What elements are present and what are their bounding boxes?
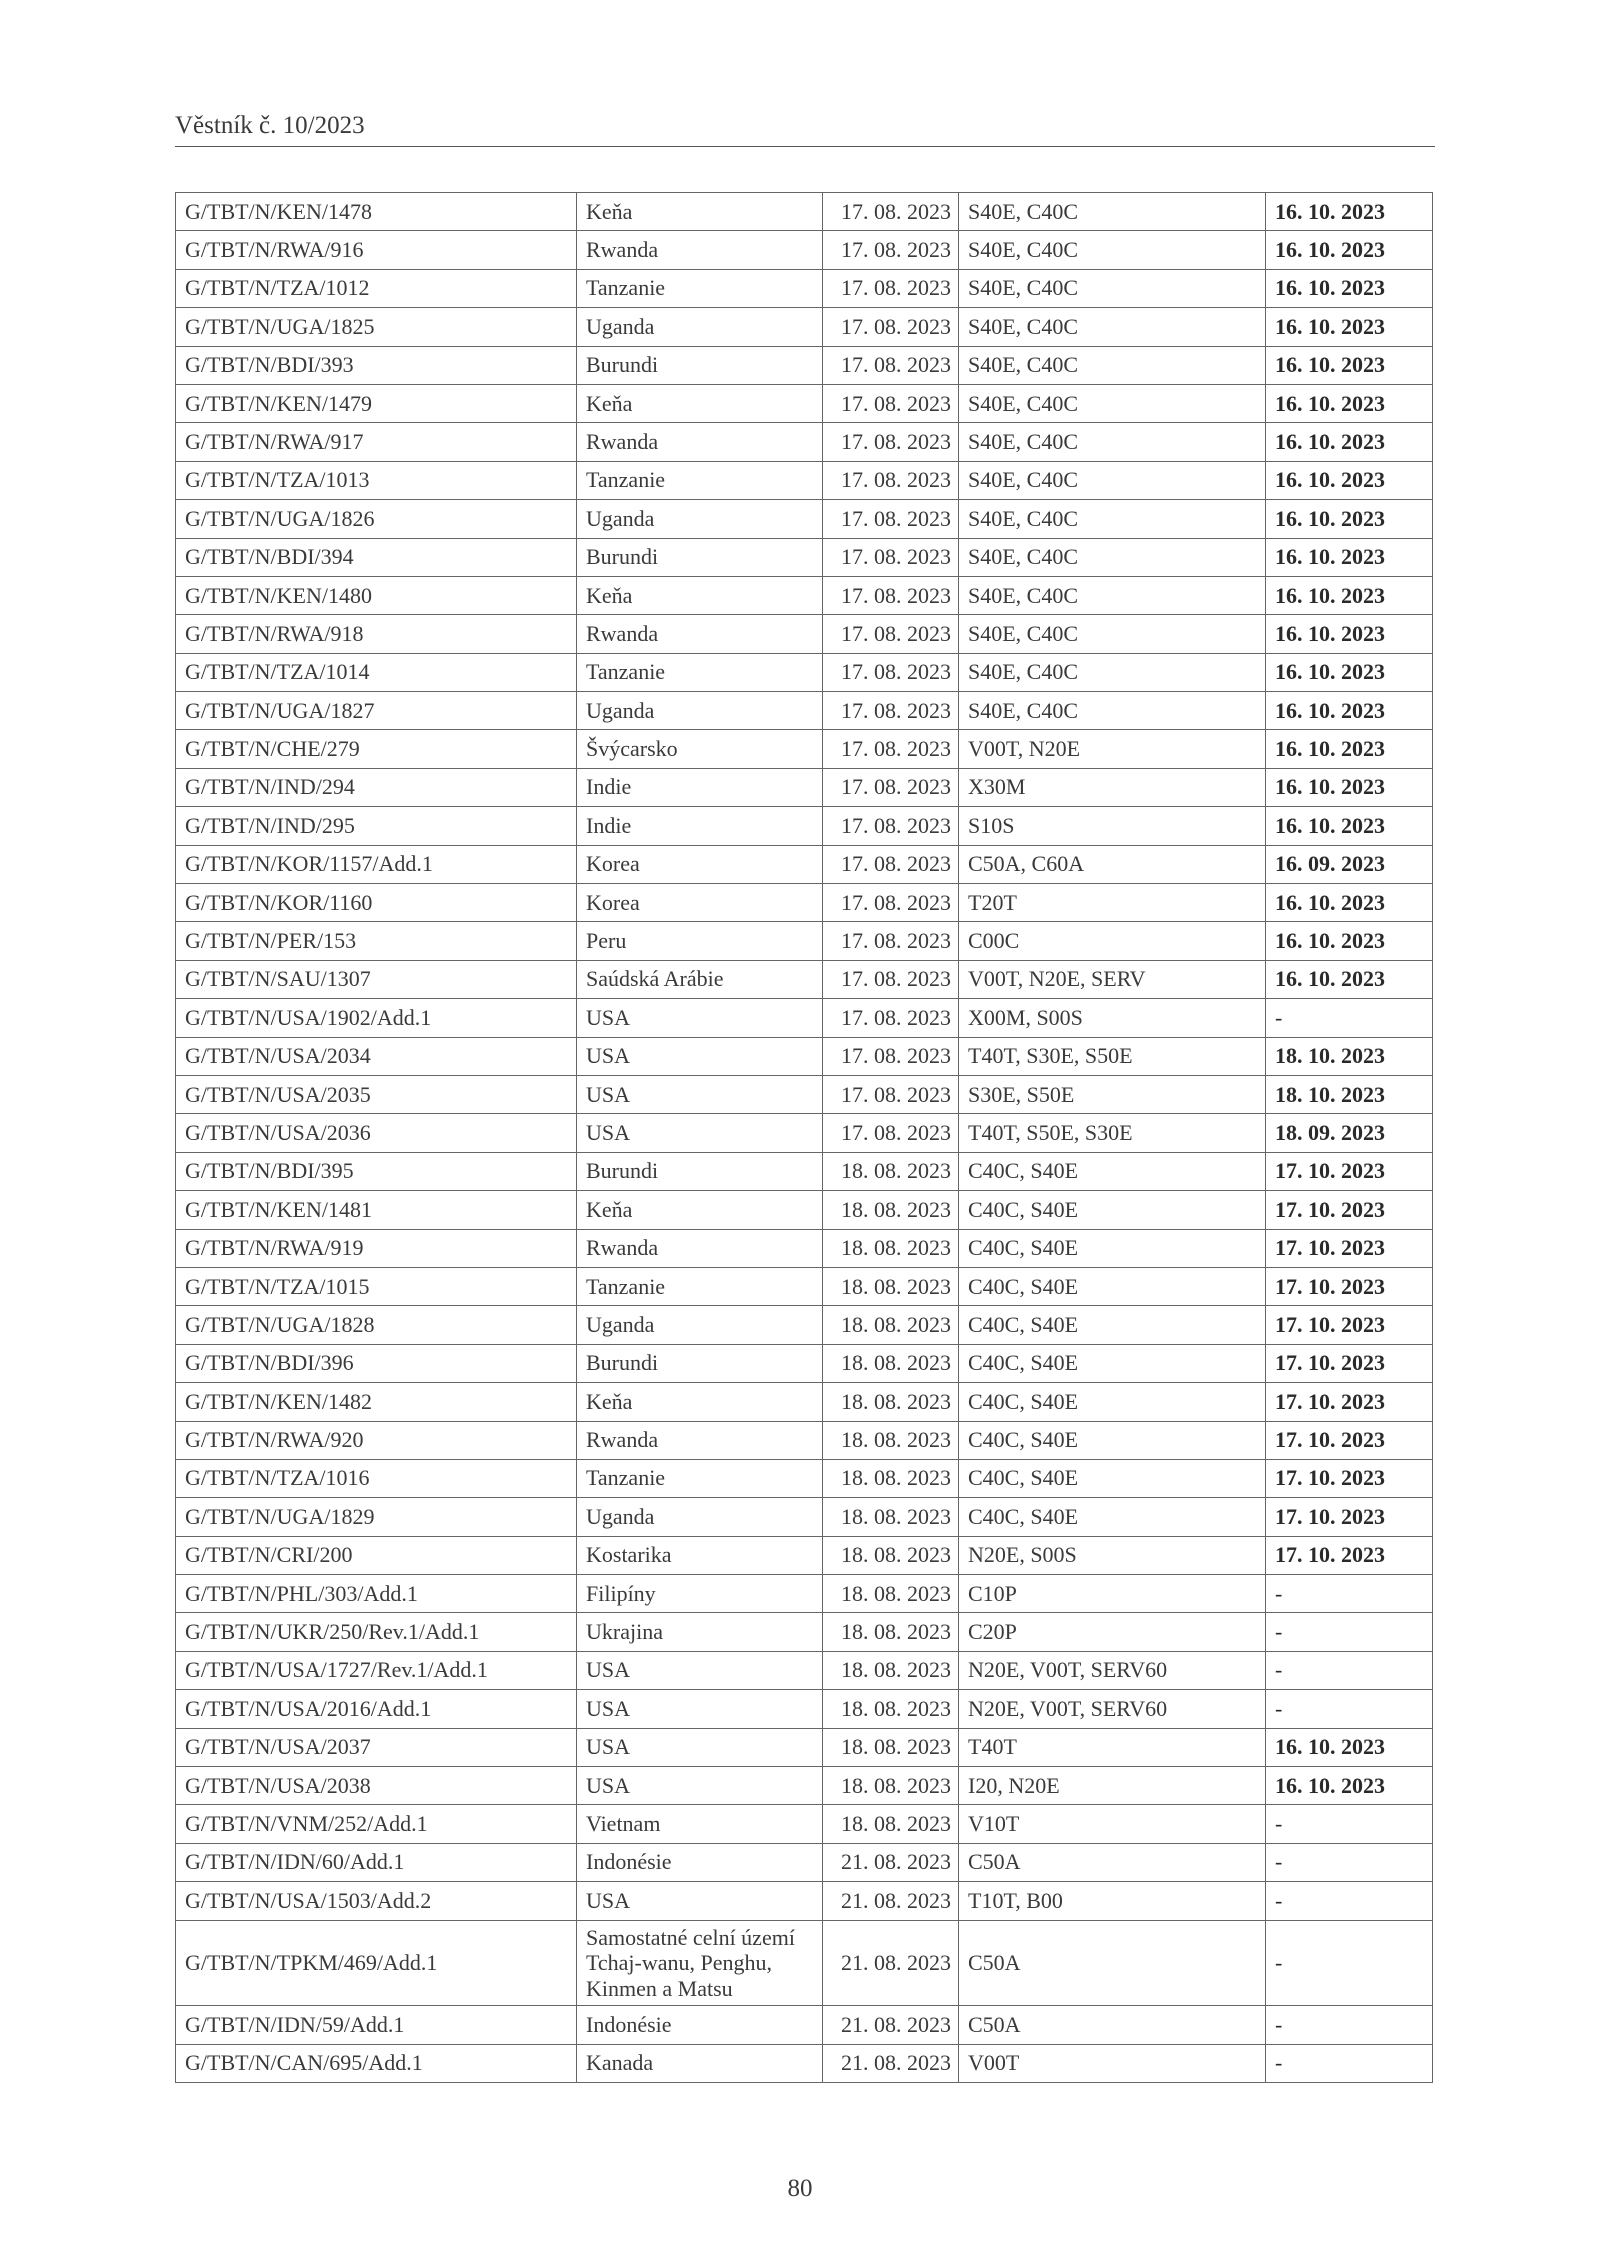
notification-id-cell: G/TBT/N/TZA/1015 (176, 1267, 577, 1305)
table-row (176, 461, 1433, 499)
table-row (176, 1767, 1433, 1805)
table-row (176, 1690, 1433, 1728)
deadline-cell: - (1266, 1882, 1433, 1920)
notification-id-cell: G/TBT/N/BDI/393 (176, 346, 577, 384)
notification-id-cell: G/TBT/N/TPKM/469/Add.1 (176, 1920, 577, 2006)
notification-id-cell: G/TBT/N/UGA/1827 (176, 692, 577, 730)
deadline-cell: 16. 10. 2023 (1266, 1767, 1433, 1805)
product-codes-cell: C40C, S40E (959, 1459, 1266, 1497)
table-row (176, 1229, 1433, 1267)
notification-id-cell: G/TBT/N/KOR/1157/Add.1 (176, 845, 577, 883)
country-cell: Samostatné celní území Tchaj-wanu, Penghu, Kinmen a Matsu (577, 1920, 823, 2006)
deadline-cell: 16. 10. 2023 (1266, 615, 1433, 653)
country-cell: Keňa (577, 384, 823, 422)
country-cell: USA (577, 1037, 823, 1075)
notification-id-cell: G/TBT/N/PER/153 (176, 922, 577, 960)
country-cell: USA (577, 1767, 823, 1805)
notification-id-cell: G/TBT/N/KEN/1481 (176, 1191, 577, 1229)
product-codes-cell: T10T, B00 (959, 1882, 1266, 1920)
product-codes-cell: C40C, S40E (959, 1498, 1266, 1536)
date-cell: 17. 08. 2023 (823, 999, 959, 1037)
deadline-cell: 17. 10. 2023 (1266, 1306, 1433, 1344)
product-codes-cell: S40E, C40C (959, 346, 1266, 384)
table-row (176, 768, 1433, 806)
table-row (176, 884, 1433, 922)
date-cell: 17. 08. 2023 (823, 193, 959, 231)
table-row (176, 1882, 1433, 1920)
table-row (176, 730, 1433, 768)
notification-id-cell: G/TBT/N/USA/1503/Add.2 (176, 1882, 577, 1920)
deadline-cell: 17. 10. 2023 (1266, 1344, 1433, 1382)
product-codes-cell: S40E, C40C (959, 308, 1266, 346)
product-codes-cell: S40E, C40C (959, 423, 1266, 461)
header-rule (175, 146, 1435, 147)
table-row (176, 308, 1433, 346)
product-codes-cell: S40E, C40C (959, 538, 1266, 576)
product-codes-cell: I20, N20E (959, 1767, 1266, 1805)
date-cell: 17. 08. 2023 (823, 692, 959, 730)
country-cell: Tanzanie (577, 1267, 823, 1305)
country-cell: Indonésie (577, 2006, 823, 2044)
table-row (176, 538, 1433, 576)
product-codes-cell: C40C, S40E (959, 1383, 1266, 1421)
country-cell: Indie (577, 807, 823, 845)
product-codes-cell: T40T (959, 1728, 1266, 1766)
deadline-cell: 17. 10. 2023 (1266, 1191, 1433, 1229)
table-row (176, 1805, 1433, 1843)
deadline-cell: 17. 10. 2023 (1266, 1383, 1433, 1421)
country-cell: USA (577, 1728, 823, 1766)
table-row (176, 384, 1433, 422)
deadline-cell: 17. 10. 2023 (1266, 1152, 1433, 1190)
product-codes-cell: C40C, S40E (959, 1229, 1266, 1267)
table-body (176, 193, 1433, 2083)
deadline-cell: 16. 10. 2023 (1266, 884, 1433, 922)
notification-id-cell: G/TBT/N/BDI/395 (176, 1152, 577, 1190)
table-row (176, 1498, 1433, 1536)
deadline-cell: - (1266, 2006, 1433, 2044)
product-codes-cell: V00T (959, 2044, 1266, 2082)
notification-id-cell: G/TBT/N/CRI/200 (176, 1536, 577, 1574)
table-row (176, 1267, 1433, 1305)
product-codes-cell: S40E, C40C (959, 653, 1266, 691)
product-codes-cell: T40T, S30E, S50E (959, 1037, 1266, 1075)
deadline-cell: 16. 10. 2023 (1266, 1728, 1433, 1766)
product-codes-cell: C50A (959, 1843, 1266, 1881)
country-cell: Tanzanie (577, 1459, 823, 1497)
product-codes-cell: C10P (959, 1575, 1266, 1613)
country-cell: Keňa (577, 576, 823, 614)
date-cell: 18. 08. 2023 (823, 1459, 959, 1497)
country-cell: Uganda (577, 500, 823, 538)
country-cell: Burundi (577, 346, 823, 384)
country-cell: Uganda (577, 1306, 823, 1344)
date-cell: 18. 08. 2023 (823, 1383, 959, 1421)
table-row (176, 1383, 1433, 1421)
notification-id-cell: G/TBT/N/UKR/250/Rev.1/Add.1 (176, 1613, 577, 1651)
country-cell: Švýcarsko (577, 730, 823, 768)
product-codes-cell: N20E, S00S (959, 1536, 1266, 1574)
notification-id-cell: G/TBT/N/VNM/252/Add.1 (176, 1805, 577, 1843)
country-cell: Burundi (577, 538, 823, 576)
deadline-cell: 16. 10. 2023 (1266, 423, 1433, 461)
notification-id-cell: G/TBT/N/KEN/1480 (176, 576, 577, 614)
country-cell: Filipíny (577, 1575, 823, 1613)
country-cell: Saúdská Arábie (577, 960, 823, 998)
notification-id-cell: G/TBT/N/BDI/394 (176, 538, 577, 576)
table-row (176, 692, 1433, 730)
date-cell: 18. 08. 2023 (823, 1267, 959, 1305)
deadline-cell: 17. 10. 2023 (1266, 1229, 1433, 1267)
date-cell: 17. 08. 2023 (823, 346, 959, 384)
notification-id-cell: G/TBT/N/IDN/59/Add.1 (176, 2006, 577, 2044)
deadline-cell: 17. 10. 2023 (1266, 1536, 1433, 1574)
notification-id-cell: G/TBT/N/USA/1727/Rev.1/Add.1 (176, 1651, 577, 1689)
product-codes-cell: V10T (959, 1805, 1266, 1843)
notification-id-cell: G/TBT/N/USA/2038 (176, 1767, 577, 1805)
country-cell: Rwanda (577, 615, 823, 653)
deadline-cell: 16. 10. 2023 (1266, 231, 1433, 269)
deadline-cell: 16. 10. 2023 (1266, 384, 1433, 422)
table-row (176, 1843, 1433, 1881)
date-cell: 17. 08. 2023 (823, 922, 959, 960)
table-row (176, 2006, 1433, 2044)
date-cell: 18. 08. 2023 (823, 1613, 959, 1651)
notification-id-cell: G/TBT/N/KOR/1160 (176, 884, 577, 922)
date-cell: 18. 08. 2023 (823, 1728, 959, 1766)
date-cell: 21. 08. 2023 (823, 1843, 959, 1881)
deadline-cell: - (1266, 1651, 1433, 1689)
table-row (176, 1344, 1433, 1382)
country-cell: USA (577, 1075, 823, 1113)
country-cell: USA (577, 999, 823, 1037)
table-row (176, 193, 1433, 231)
country-cell: Uganda (577, 308, 823, 346)
date-cell: 17. 08. 2023 (823, 384, 959, 422)
date-cell: 17. 08. 2023 (823, 461, 959, 499)
product-codes-cell: X30M (959, 768, 1266, 806)
deadline-cell: 16. 10. 2023 (1266, 768, 1433, 806)
table-row (176, 1114, 1433, 1152)
product-codes-cell: S40E, C40C (959, 461, 1266, 499)
date-cell: 18. 08. 2023 (823, 1690, 959, 1728)
country-cell: Keňa (577, 1383, 823, 1421)
date-cell: 17. 08. 2023 (823, 538, 959, 576)
product-codes-cell: S10S (959, 807, 1266, 845)
deadline-cell: - (1266, 1805, 1433, 1843)
deadline-cell: - (1266, 1690, 1433, 1728)
notification-id-cell: G/TBT/N/IND/294 (176, 768, 577, 806)
deadline-cell: 16. 10. 2023 (1266, 461, 1433, 499)
product-codes-cell: T20T (959, 884, 1266, 922)
date-cell: 18. 08. 2023 (823, 1575, 959, 1613)
country-cell: Kanada (577, 2044, 823, 2082)
country-cell: Peru (577, 922, 823, 960)
date-cell: 18. 08. 2023 (823, 1229, 959, 1267)
deadline-cell: 16. 10. 2023 (1266, 500, 1433, 538)
deadline-cell: 18. 09. 2023 (1266, 1114, 1433, 1152)
notification-id-cell: G/TBT/N/IND/295 (176, 807, 577, 845)
table-row (176, 845, 1433, 883)
date-cell: 17. 08. 2023 (823, 1114, 959, 1152)
country-cell: Burundi (577, 1344, 823, 1382)
notifications-table (175, 192, 1433, 2083)
table-row (176, 576, 1433, 614)
country-cell: USA (577, 1690, 823, 1728)
notification-id-cell: G/TBT/N/USA/2035 (176, 1075, 577, 1113)
deadline-cell: 16. 10. 2023 (1266, 576, 1433, 614)
date-cell: 21. 08. 2023 (823, 2044, 959, 2082)
product-codes-cell: N20E, V00T, SERV60 (959, 1651, 1266, 1689)
date-cell: 17. 08. 2023 (823, 960, 959, 998)
notification-id-cell: G/TBT/N/USA/2034 (176, 1037, 577, 1075)
deadline-cell: - (1266, 999, 1433, 1037)
table-row (176, 653, 1433, 691)
notification-id-cell: G/TBT/N/RWA/919 (176, 1229, 577, 1267)
date-cell: 18. 08. 2023 (823, 1152, 959, 1190)
deadline-cell: 17. 10. 2023 (1266, 1498, 1433, 1536)
date-cell: 21. 08. 2023 (823, 2006, 959, 2044)
table-row (176, 960, 1433, 998)
table-row (176, 231, 1433, 269)
table-row (176, 1191, 1433, 1229)
notification-id-cell: G/TBT/N/TZA/1012 (176, 269, 577, 307)
notification-id-cell: G/TBT/N/UGA/1828 (176, 1306, 577, 1344)
product-codes-cell: S30E, S50E (959, 1075, 1266, 1113)
notification-id-cell: G/TBT/N/TZA/1014 (176, 653, 577, 691)
product-codes-cell: S40E, C40C (959, 231, 1266, 269)
table-row (176, 346, 1433, 384)
deadline-cell: 17. 10. 2023 (1266, 1459, 1433, 1497)
date-cell: 17. 08. 2023 (823, 231, 959, 269)
product-codes-cell: V00T, N20E, SERV (959, 960, 1266, 998)
deadline-cell: 16. 10. 2023 (1266, 730, 1433, 768)
country-cell: Vietnam (577, 1805, 823, 1843)
country-cell: Keňa (577, 193, 823, 231)
product-codes-cell: S40E, C40C (959, 269, 1266, 307)
notification-id-cell: G/TBT/N/IDN/60/Add.1 (176, 1843, 577, 1881)
notification-id-cell: G/TBT/N/CHE/279 (176, 730, 577, 768)
table-row (176, 1728, 1433, 1766)
notification-id-cell: G/TBT/N/KEN/1479 (176, 384, 577, 422)
deadline-cell: - (1266, 2044, 1433, 2082)
country-cell: Rwanda (577, 423, 823, 461)
deadline-cell: 16. 10. 2023 (1266, 807, 1433, 845)
date-cell: 17. 08. 2023 (823, 423, 959, 461)
table-row (176, 1075, 1433, 1113)
table-row (176, 2044, 1433, 2082)
product-codes-cell: S40E, C40C (959, 193, 1266, 231)
country-cell: Keňa (577, 1191, 823, 1229)
product-codes-cell: N20E, V00T, SERV60 (959, 1690, 1266, 1728)
product-codes-cell: V00T, N20E (959, 730, 1266, 768)
date-cell: 18. 08. 2023 (823, 1421, 959, 1459)
product-codes-cell: X00M, S00S (959, 999, 1266, 1037)
product-codes-cell: S40E, C40C (959, 500, 1266, 538)
notification-id-cell: G/TBT/N/USA/1902/Add.1 (176, 999, 577, 1037)
deadline-cell: - (1266, 1613, 1433, 1651)
deadline-cell: 17. 10. 2023 (1266, 1267, 1433, 1305)
product-codes-cell: C50A (959, 2006, 1266, 2044)
table-row (176, 1920, 1433, 2006)
notification-id-cell: G/TBT/N/UGA/1826 (176, 500, 577, 538)
notification-id-cell: G/TBT/N/BDI/396 (176, 1344, 577, 1382)
country-cell: Korea (577, 884, 823, 922)
product-codes-cell: S40E, C40C (959, 692, 1266, 730)
deadline-cell: - (1266, 1843, 1433, 1881)
date-cell: 17. 08. 2023 (823, 845, 959, 883)
table-row (176, 999, 1433, 1037)
product-codes-cell: C40C, S40E (959, 1421, 1266, 1459)
country-cell: Uganda (577, 692, 823, 730)
date-cell: 21. 08. 2023 (823, 1920, 959, 2006)
table-row (176, 807, 1433, 845)
deadline-cell: 16. 10. 2023 (1266, 308, 1433, 346)
deadline-cell: 17. 10. 2023 (1266, 1421, 1433, 1459)
table-row (176, 1651, 1433, 1689)
date-cell: 17. 08. 2023 (823, 308, 959, 346)
country-cell: Kostarika (577, 1536, 823, 1574)
deadline-cell: 16. 10. 2023 (1266, 960, 1433, 998)
date-cell: 18. 08. 2023 (823, 1498, 959, 1536)
deadline-cell: 16. 09. 2023 (1266, 845, 1433, 883)
notification-id-cell: G/TBT/N/RWA/917 (176, 423, 577, 461)
product-codes-cell: S40E, C40C (959, 384, 1266, 422)
product-codes-cell: C00C (959, 922, 1266, 960)
product-codes-cell: C50A, C60A (959, 845, 1266, 883)
date-cell: 21. 08. 2023 (823, 1882, 959, 1920)
table-row (176, 1037, 1433, 1075)
notification-id-cell: G/TBT/N/PHL/303/Add.1 (176, 1575, 577, 1613)
country-cell: Indie (577, 768, 823, 806)
table-row (176, 615, 1433, 653)
notification-id-cell: G/TBT/N/USA/2036 (176, 1114, 577, 1152)
date-cell: 17. 08. 2023 (823, 1037, 959, 1075)
deadline-cell: 16. 10. 2023 (1266, 269, 1433, 307)
notification-id-cell: G/TBT/N/USA/2016/Add.1 (176, 1690, 577, 1728)
product-codes-cell: S40E, C40C (959, 576, 1266, 614)
table-row (176, 1306, 1433, 1344)
country-cell: USA (577, 1651, 823, 1689)
deadline-cell: 16. 10. 2023 (1266, 193, 1433, 231)
country-cell: USA (577, 1114, 823, 1152)
product-codes-cell: C40C, S40E (959, 1344, 1266, 1382)
notification-id-cell: G/TBT/N/CAN/695/Add.1 (176, 2044, 577, 2082)
country-cell: Uganda (577, 1498, 823, 1536)
date-cell: 18. 08. 2023 (823, 1536, 959, 1574)
deadline-cell: 18. 10. 2023 (1266, 1075, 1433, 1113)
table-row (176, 269, 1433, 307)
product-codes-cell: C40C, S40E (959, 1306, 1266, 1344)
date-cell: 17. 08. 2023 (823, 768, 959, 806)
page-number: 80 (787, 2175, 813, 2202)
deadline-cell: 16. 10. 2023 (1266, 922, 1433, 960)
date-cell: 17. 08. 2023 (823, 500, 959, 538)
table-row (176, 1536, 1433, 1574)
product-codes-cell: C20P (959, 1613, 1266, 1651)
table-row (176, 423, 1433, 461)
notification-id-cell: G/TBT/N/TZA/1016 (176, 1459, 577, 1497)
country-cell: USA (577, 1882, 823, 1920)
notification-id-cell: G/TBT/N/TZA/1013 (176, 461, 577, 499)
country-cell: Korea (577, 845, 823, 883)
country-cell: Tanzanie (577, 269, 823, 307)
table-row (176, 1575, 1433, 1613)
deadline-cell: 16. 10. 2023 (1266, 653, 1433, 691)
country-cell: Indonésie (577, 1843, 823, 1881)
country-cell: Ukrajina (577, 1613, 823, 1651)
date-cell: 17. 08. 2023 (823, 269, 959, 307)
country-cell: Tanzanie (577, 653, 823, 691)
country-cell: Burundi (577, 1152, 823, 1190)
deadline-cell: - (1266, 1920, 1433, 2006)
product-codes-cell: C40C, S40E (959, 1267, 1266, 1305)
notification-id-cell: G/TBT/N/KEN/1478 (176, 193, 577, 231)
notification-id-cell: G/TBT/N/SAU/1307 (176, 960, 577, 998)
country-cell: Rwanda (577, 1421, 823, 1459)
deadline-cell: 18. 10. 2023 (1266, 1037, 1433, 1075)
table-row (176, 1613, 1433, 1651)
deadline-cell: 16. 10. 2023 (1266, 692, 1433, 730)
date-cell: 18. 08. 2023 (823, 1344, 959, 1382)
deadline-cell: - (1266, 1575, 1433, 1613)
table-row (176, 1152, 1433, 1190)
notification-id-cell: G/TBT/N/UGA/1825 (176, 308, 577, 346)
table-row (176, 1421, 1433, 1459)
date-cell: 17. 08. 2023 (823, 615, 959, 653)
product-codes-cell: T40T, S50E, S30E (959, 1114, 1266, 1152)
country-cell: Tanzanie (577, 461, 823, 499)
notification-id-cell: G/TBT/N/USA/2037 (176, 1728, 577, 1766)
date-cell: 17. 08. 2023 (823, 1075, 959, 1113)
notification-id-cell: G/TBT/N/RWA/916 (176, 231, 577, 269)
notification-id-cell: G/TBT/N/KEN/1482 (176, 1383, 577, 1421)
notification-id-cell: G/TBT/N/UGA/1829 (176, 1498, 577, 1536)
table-row (176, 1459, 1433, 1497)
date-cell: 17. 08. 2023 (823, 884, 959, 922)
deadline-cell: 16. 10. 2023 (1266, 538, 1433, 576)
date-cell: 18. 08. 2023 (823, 1651, 959, 1689)
date-cell: 17. 08. 2023 (823, 730, 959, 768)
date-cell: 18. 08. 2023 (823, 1306, 959, 1344)
product-codes-cell: C40C, S40E (959, 1191, 1266, 1229)
date-cell: 17. 08. 2023 (823, 653, 959, 691)
deadline-cell: 16. 10. 2023 (1266, 346, 1433, 384)
date-cell: 18. 08. 2023 (823, 1191, 959, 1229)
country-cell: Rwanda (577, 1229, 823, 1267)
table-row (176, 922, 1433, 960)
product-codes-cell: C50A (959, 1920, 1266, 2006)
table-row (176, 500, 1433, 538)
date-cell: 17. 08. 2023 (823, 576, 959, 614)
product-codes-cell: S40E, C40C (959, 615, 1266, 653)
notification-id-cell: G/TBT/N/RWA/918 (176, 615, 577, 653)
date-cell: 18. 08. 2023 (823, 1805, 959, 1843)
date-cell: 17. 08. 2023 (823, 807, 959, 845)
notification-id-cell: G/TBT/N/RWA/920 (176, 1421, 577, 1459)
product-codes-cell: C40C, S40E (959, 1152, 1266, 1190)
country-cell: Rwanda (577, 231, 823, 269)
date-cell: 18. 08. 2023 (823, 1767, 959, 1805)
page-header-title: Věstník č. 10/2023 (175, 112, 365, 139)
